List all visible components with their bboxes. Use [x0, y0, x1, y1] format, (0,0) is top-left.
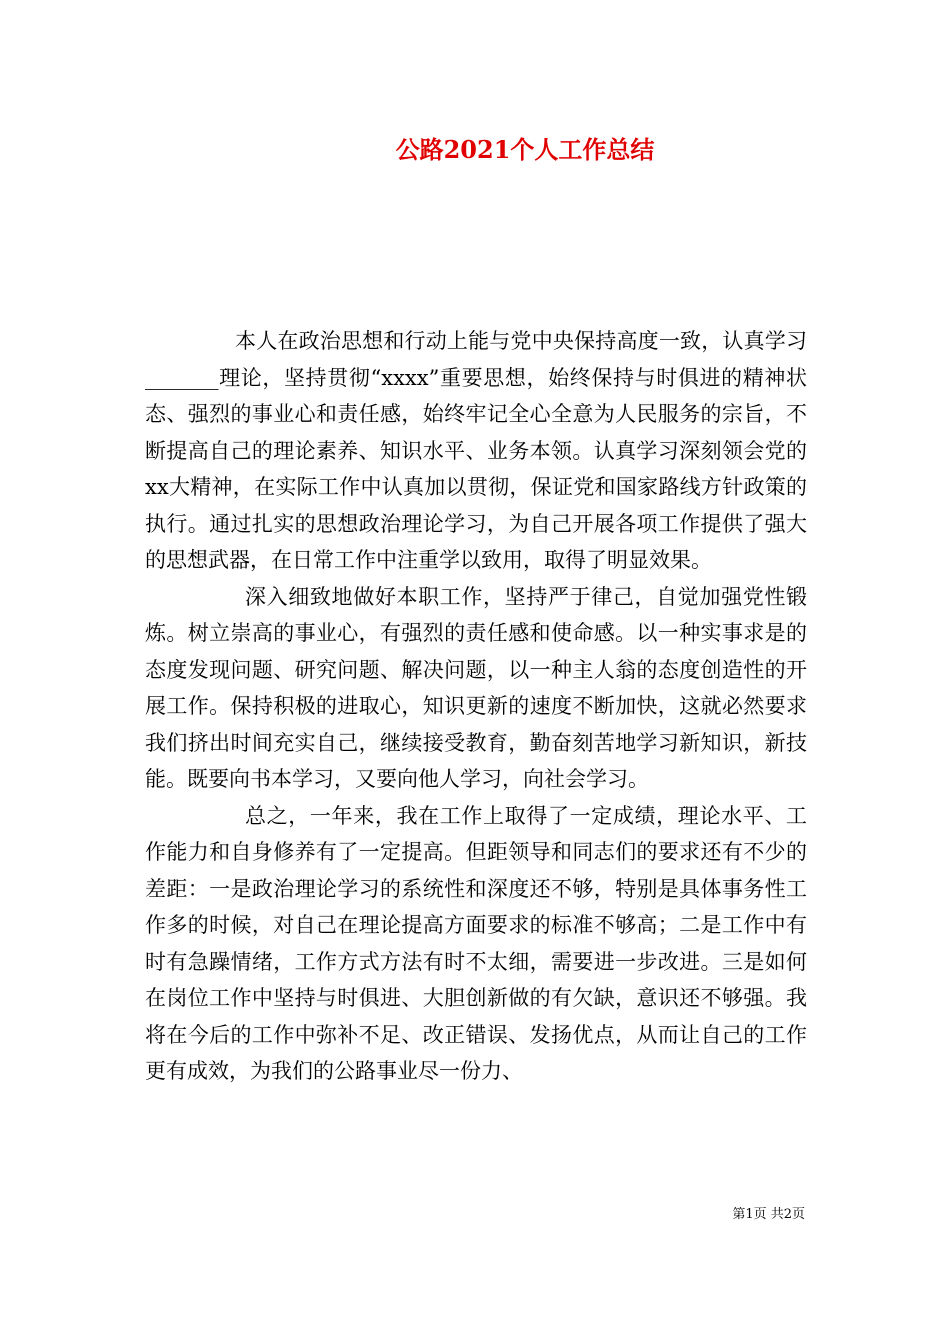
paragraph-1: 本人在政治思想和行动上能与党中央保持高度一致，认真学习_______理论，坚持贯彻“xxxx”重要思想，始终保持与时俱进的精神状态、强烈的事业心和责任感，始终牢记全心全意为人民服务的宗旨，不断提高自己的理论素养、知识水平、业务本领。认真学习深刻领会党的xx大精神，在实际工作中认真加以贯彻，保证党和国家路线方针政策的执行。通过扎实的思想政治理论学习，为自己开展各项工作提供了强大的思想武器，在日常工作中注重学以致用，取得了明显效果。: [145, 329, 807, 572]
paragraph-3: 总之，一年来，我在工作上取得了一定成绩，理论水平、工作能力和自身修养有了一定提高。但距领导和同志们的要求还有不少的差距：一是政治理论学习的系统性和深度还不够，特别是具体事务性工作多的时候，对自己在理论提高方面要求的标准不够高；二是工作中有时有急躁情绪，工作方式方法有时不太细，需要进一步改进。三是如何在岗位工作中坚持与时俱进、大胆创新做的有欠缺，意识还不够强。我将在今后的工作中弥补不足、改正错误、发扬优点，从而让自己的工作更有成效，为我们的公路事业尽一份力、: [145, 803, 807, 1083]
paragraph-2: 深入细致地做好本职工作，坚持严于律己，自觉加强党性锻炼。树立崇高的事业心，有强烈的责任感和使命感。以一种实事求是的态度发现问题、研究问题、解决问题，以一种主人翁的态度创造性的开展工作。保持积极的进取心，知识更新的速度不断加快，这就必然要求我们挤出时间充实自己，继续接受教育，勤奋刻苦地学习新知识，新技能。既要向书本学习，又要向他人学习，向社会学习。: [145, 584, 807, 791]
page-number: 第1页 共2页: [732, 1207, 805, 1222]
page-title: 公路2021个人工作总结: [395, 135, 655, 164]
document-body: [145, 323, 807, 1090]
